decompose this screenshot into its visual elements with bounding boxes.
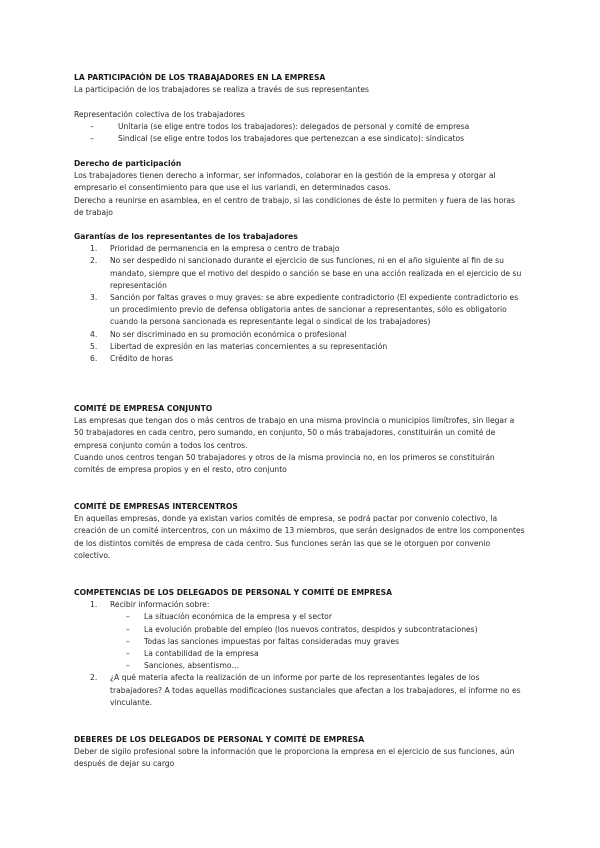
list-number: 5. [90, 341, 98, 351]
list-item-text: Sanciones, absentismo… [144, 661, 240, 671]
list-item-text: La contabilidad de la empresa [144, 649, 259, 659]
paragraph: Cuando unos centros tengan 50 trabajadores y otros de la misma provincia no, en los primeros se constituirán comités de empresa propios y en el resto, otro conjunto [74, 452, 495, 475]
paragraph: En aquellas empresas, donde ya existan varios comités de empresa, se podrá pactar por convenio colectivo, la creación de un comité intercentros, con un máximo de 13 miembros, que serán designados de entre los componentes de los distintos comités de empresa de cada centro. Sus funciones serán las que se le otorguen por convenio colectivo. [74, 514, 525, 560]
list-number: 1. [90, 600, 98, 610]
list-item-text: Sindical (se elige entre todos los trabajadores que pertenezcan a ese sindicato): sindicatos [118, 134, 465, 144]
list-number: 2. [90, 673, 98, 683]
section-garantias [74, 231, 526, 365]
paragraph: Las empresas que tengan dos o más centros de trabajo en una misma provincia o municipios limítrofes, sin llegar a 50 trabajadores en cada centro, pero sumando, en conjunto, 50 o más trabajadores, constituirán un comité de empresa conjunto común a todos los centros. [74, 416, 515, 450]
dash-marker: – [126, 636, 130, 646]
list-item-text: Recibir información sobre: [110, 600, 210, 610]
list-number: 4. [90, 329, 98, 339]
sublist-item [74, 611, 526, 623]
paragraph: Derecho a reunirse en asamblea, en el centro de trabajo, si las condiciones de éste lo permiten y fuera de las horas de trabajo [74, 195, 515, 217]
list-item-text: Crédito de horas [110, 354, 173, 364]
section-title: COMPETENCIAS DE LOS DELEGADOS DE PERSONAL Y COMITÉ DE EMPRESA [74, 588, 392, 597]
section-competencias [74, 587, 526, 709]
dash-marker: – [126, 624, 130, 634]
list-item-text: Libertad de expresión en las materias concernientes a su representación [110, 341, 388, 351]
list-item-text: ¿A qué materia afecta la realización de un informe por parte de los representantes legales de los trabajadores? A todas aquellas modificaciones sustanciales que afectan a los trabajadores, el informe no es vinculante. [110, 673, 521, 707]
list-item [74, 341, 526, 353]
list-item [74, 292, 526, 329]
list-item-text: Sanción por faltas graves o muy graves: se abre expediente contradictorio (El expediente contradictorio es un procedimiento previo de defensa obligatoria antes de sancionar a representantes, sólo es obligatorio cuando la persona sancionada es representante legal o sindical de los trabajadores) [110, 293, 519, 327]
section-title: LA PARTICIPACIÓN DE LOS TRABAJADORES EN LA EMPRESA [74, 73, 326, 82]
section-comite-conjunto [74, 403, 526, 476]
dash-marker: – [90, 122, 94, 132]
sublist-item [74, 624, 526, 636]
paragraph: La participación de los trabajadores se realiza a través de sus representantes [74, 85, 369, 95]
list-item [74, 243, 526, 255]
list-item [74, 353, 526, 365]
list-item [74, 599, 526, 611]
section-derecho [74, 158, 526, 219]
list-item [74, 121, 526, 133]
list-item-text: La evolución probable del empleo (los nuevos contratos, despidos y subcontrataciones) [144, 624, 478, 634]
list-item-text: No ser despedido ni sancionado durante el ejercicio de sus funciones, ni en el año siguiente al fin de su mandato, siempre que el motivo del despido o sanción se base en una acción realizada en el ejercicio de su representación [110, 256, 522, 290]
list-item-text: Unitaria (se elige entre todos los trabajadores): delegados de personal y comité de empresa [118, 122, 470, 132]
paragraph: Deber de sigilo profesional sobre la información que le proporciona la empresa en el ejercicio de sus funciones, aún después de dejar su cargo [74, 747, 515, 769]
paragraph: Los trabajadores tienen derecho a informar, ser informados, colaborar en la gestión de la empresa y otorgar al empresario el consentimiento para que use el ius variandi, en determinados casos. [74, 171, 496, 193]
subheading: Representación colectiva de los trabajadores [74, 110, 245, 119]
list-item [74, 329, 526, 341]
section-title: DEBERES DE LOS DELEGADOS DE PERSONAL Y COMITÉ DE EMPRESA [74, 735, 365, 744]
section-title: COMITÉ DE EMPRESAS INTERCENTROS [74, 502, 238, 511]
dash-marker: – [126, 612, 130, 622]
section-intercentros [74, 501, 526, 562]
list-number: 2. [90, 256, 98, 266]
dash-marker: – [126, 649, 130, 659]
list-item-text: No ser discriminado en su promoción económica o profesional [110, 329, 347, 339]
dash-marker: – [126, 661, 130, 671]
sublist-item [74, 648, 526, 660]
list-item-text: La situación económica de la empresa y el sector [144, 612, 332, 622]
list-item [74, 133, 526, 145]
list-item [74, 255, 526, 292]
list-number: 6. [90, 354, 98, 364]
list-item-text: Prioridad de permanencia en la empresa o centro de trabajo [110, 244, 340, 254]
section-participacion [74, 72, 526, 96]
list-item-text: Todas las sanciones impuestas por faltas consideradas muy graves [144, 636, 400, 646]
sublist-item [74, 636, 526, 648]
section-title: Garantías de los representantes de los trabajadores [74, 232, 298, 241]
section-title: Derecho de participación [74, 159, 182, 168]
sublist-item [74, 660, 526, 672]
section-title: COMITÉ DE EMPRESA CONJUNTO [74, 404, 213, 413]
list-item [74, 672, 526, 709]
list-number: 1. [90, 244, 98, 254]
list-number: 3. [90, 293, 98, 303]
dash-marker: – [90, 134, 94, 144]
section-representacion [74, 109, 526, 146]
section-deberes [74, 734, 526, 771]
